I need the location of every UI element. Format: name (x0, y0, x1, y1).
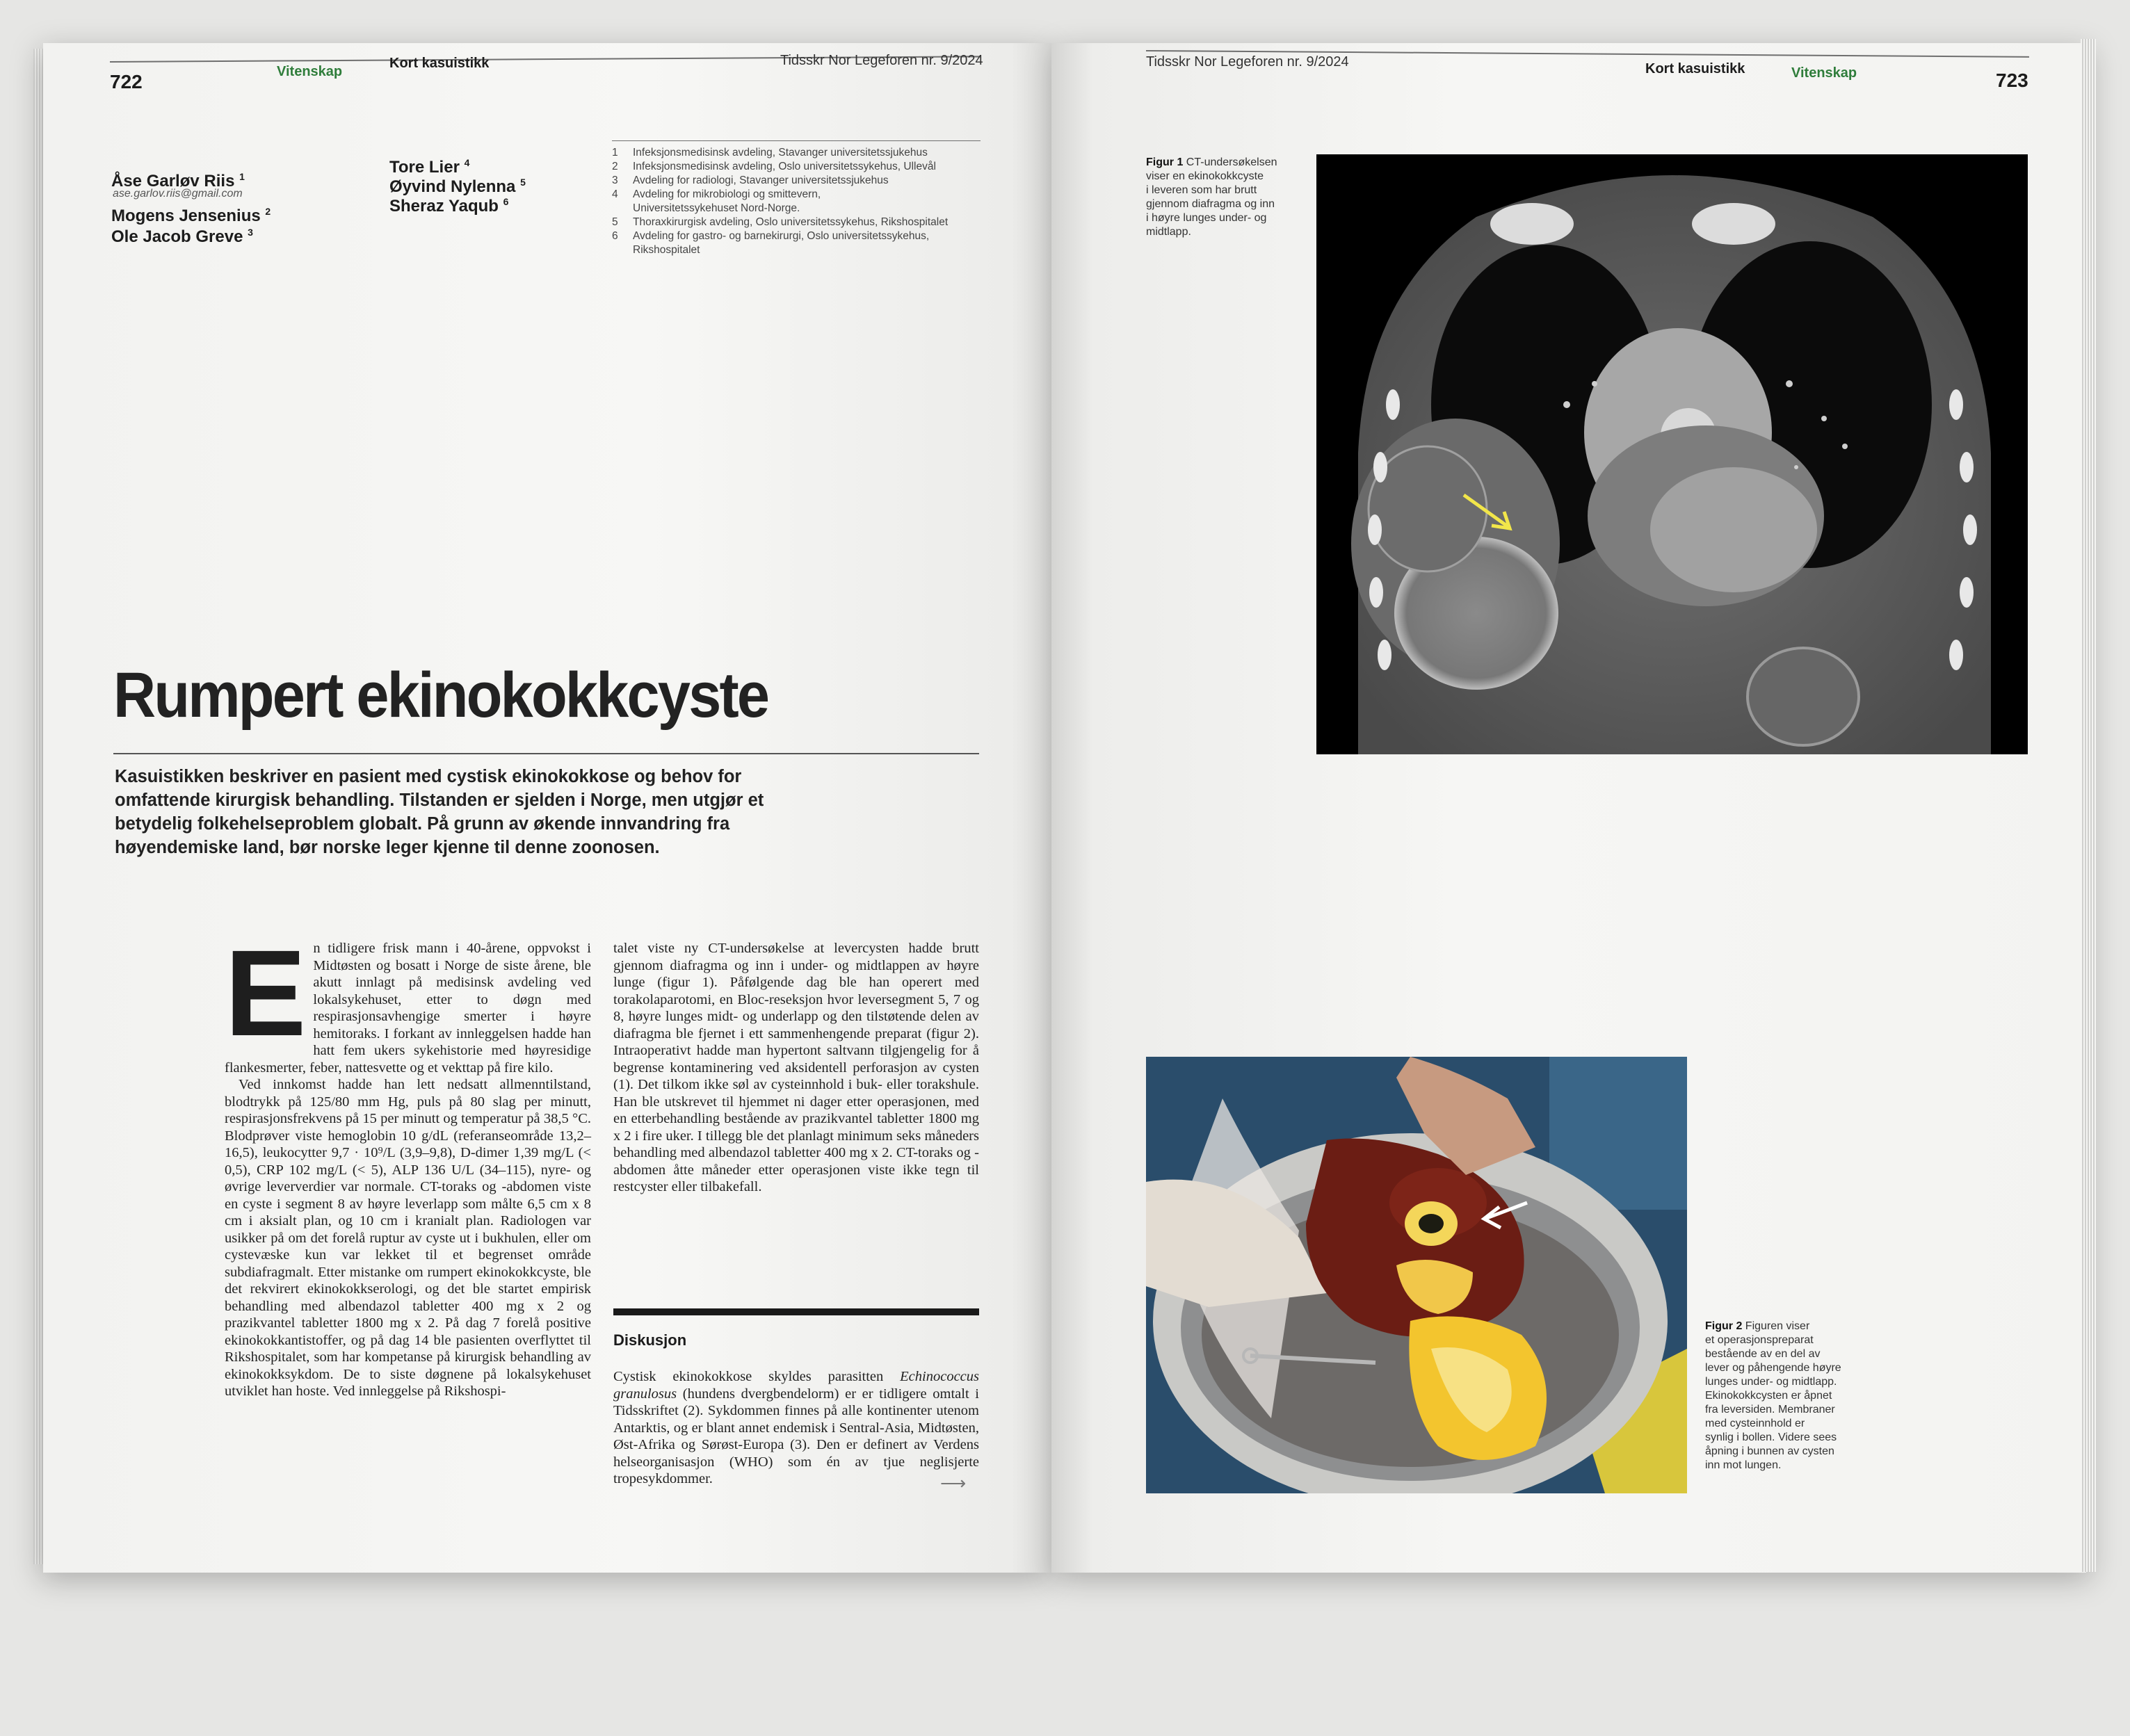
author-3: Ole Jacob Greve $^3$ (111, 227, 253, 246)
folio-right: 723 (1996, 70, 2028, 91)
folio-left: 722 (110, 71, 143, 92)
section-rule (613, 1308, 979, 1315)
continue-arrow-icon: ⟶ (940, 1473, 967, 1493)
figure-2-caption: Figur 2 Figuren viser et operasjonspreparat bestående av en del av lever og påhengende høyre lunges under- og midtlapp. Ekinokokkcysten er åpnet fra leversiden. Membraner med cysteinnhold er synlig i bollen. Videre sees åpning i bunnen av cysten inn mot lungen. (1705, 1320, 1841, 1471)
affiliation: 2 Infeksjonsmedisinsk avdeling, Oslo universitetssykehus, Ullevål (612, 161, 936, 172)
author-4: Tore Lier $^4$ (389, 157, 470, 177)
affiliation: 5 Thoraxkirurgisk avdeling, Oslo universitetssykehus, Rikshospitalet (612, 216, 949, 228)
title-rule (113, 753, 979, 754)
affiliation: Universitetssykehuset Nord-Norge. (633, 202, 800, 214)
author-email[interactable]: ase.garlov.riis@gmail.com (113, 188, 243, 200)
affiliation: 4 Avdeling for mikrobiologi og smittevern, (612, 188, 821, 200)
page-edge-right (2081, 39, 2096, 1572)
section-label-right: Vitenskap (1791, 65, 1857, 81)
body-paragraph: Cystisk ekinokokkose skyldes parasitten Echinococcus granulosus (hundens dvergbendelorm) er er tidligere omtalt i Tidsskriftet (2). Sykdommen finnes på alle kontinenter utenom Antarktis, og er blant annet endemisk i Sentral-Asia, Midtøsten, Øst-Afrika og Sørøst-Europa (3). Den er definert av Verdens helseorganisasjon (WHO) som én av tjue neglisjerte tropesykdommer. (613, 1369, 979, 1486)
affiliation: Rikshospitalet (633, 244, 700, 256)
drop-cap: E (225, 925, 307, 1062)
body-paragraph: Ved innkomst hadde han lett nedsatt allmenntilstand, blodtrykk på 125/80 mm Hg, puls på 80 slag per minutt, respirasjonsfrekvens på 15 per minutt og temperatur på 38,5 °C. Blodprøver viste hemoglobin 10 g/dL (referanseområde 13,2–16,5), leukocytter 9,7 · 10⁹/L (3,9–9,8), D-dimer 1,39 mg/L (< 0,5), CRP 102 mg/L (< 5), ALP 136 U/L (34–115), nyre- og øvrige leververdier var normale. CT-toraks og -abdomen viste en cyste i segment 8 av høyre leverlapp som målte 6,5 cm x 8 cm i aksialt plan, og 10 cm i kranialt plan. Radiologen var usikker på om det forelå ruptur av cyste ut i bukhulen, eller om cystevæske kun var lekket til et begrenset område subdiafragmalt. Etter mistanke om rumpert ekinokokkcyste, ble det rekvirert ekinokokkserologi, og det ble startet empirisk behandling med albendazol tabletter 400 mg x 2 og prazikvantel tabletter 1800 mg x 2. På dag 7 forelå positive ekinokokkantistoffer, og på dag 14 ble pasienten overflyttet til Rikshospitalet, som har kompetanse på kirurgisk behandling av ekinokokksykdom. De to siste døgnene på lokalsykehuset utviklet han hoste. Ved innleggelse på Rikshospi- (225, 1077, 591, 1399)
discussion-text (613, 1368, 979, 1488)
journal-left: Tidsskr Nor Legeforen nr. 9/2024 (780, 53, 983, 68)
article-type-left: Kort kasuistikk (389, 56, 490, 71)
figure-1-ct-image (1316, 154, 2028, 754)
affiliation: 3 Avdeling for radiologi, Stavanger universitetssjukehus (612, 175, 889, 186)
lead-paragraph: Kasuistikken beskriver en pasient med cystisk ekinokokkose og behov for omfattende kirurgisk behandling. Tilstanden er sjelden i Norge, men utgjør et betydelig folkehelseproblem globalt. På grunn av økende innvandring fra høyendemiske land, bør norske leger kjenne til denne zoonosen. (115, 767, 764, 857)
body-paragraph: En tidligere frisk mann i 40-årene, oppvokst i Midtøsten og bosatt i Norge de siste årene, ble akutt innlagt på medisinsk avdeling ved lokalsykehuset, etter to døgn med respirasjonsavhengige smerter i høyre hemitoraks. I forkant av innleggelsen hadde han hatt fem ukers sykehistorie med høyresidige flankesmerter, feber, nattesvette og et vekttap på fire kilo. (225, 925, 591, 1076)
journal-right: Tidsskr Nor Legeforen nr. 9/2024 (1146, 54, 1349, 70)
section-label-left: Vitenskap (277, 64, 343, 79)
author-6: Sheraz Yaqub $^6$ (389, 196, 509, 216)
affiliations-rule (612, 140, 981, 141)
section-heading-diskusjon: Diskusjon (613, 1331, 687, 1349)
author-2: Mogens Jensenius $^2$ (111, 206, 271, 225)
author-1: Åse Garløv Riis $^1$ (111, 171, 245, 190)
body-paragraph: talet viste ny CT-undersøkelse at levercysten hadde brutt gjennom diafragma og inn i under- og midtlappen av høyre lunge (figur 1). Påfølgende dag ble han operert med torakolaparotomi, en Bloc-reseksjon hvor leversegment 5, 7 og 8, høyre lunges midt- og underlapp og den tilstøtende delen av diafragma ble fjernet i ett sammenhengende preparat (figur 2). Intraoperativt hadde man hypertont saltvann tilgjengelig for å begrense kontaminering ved aksidentell perforasjon av cysten (1). Det tilkom ikke søl av cysteinnhold i buk- eller torakshule. Han ble utskrevet til hjemmet ni dager etter operasjonen, med en etterbehandling bestående av prazikvantel tabletter 1800 mg x 2 i fire uker. I tillegg ble det planlagt minimum seks måneders behandling med albendazol tabletter 400 mg x 2. CT-toraks og -abdomen åtte måneder etter operasjonen viste ikke tegn til restcyster eller tilbakefall. (613, 941, 979, 1194)
affiliation: 1 Infeksjonsmedisinsk avdeling, Stavanger universitetssjukehus (612, 147, 928, 159)
body-column-2 (613, 940, 979, 1196)
affiliation: 6 Avdeling for gastro- og barnekirurgi, Oslo universitetssykehus, (612, 230, 930, 242)
article-title: Rumpert ekinokokkcyste (113, 660, 768, 731)
article-type-right: Kort kasuistikk (1645, 61, 1745, 76)
figure-2-specimen-photo (1146, 1057, 1687, 1493)
author-5: Øyvind Nylenna $^5$ (389, 177, 526, 196)
figure-1-caption: Figur 1 CT-undersøkelsen viser en ekinokokkcyste i leveren som har brutt gjennom diafragma og inn i høyre lunges under- og midtlapp. (1146, 156, 1277, 238)
body-column-1 (225, 925, 591, 1400)
affiliations-list (612, 146, 987, 257)
